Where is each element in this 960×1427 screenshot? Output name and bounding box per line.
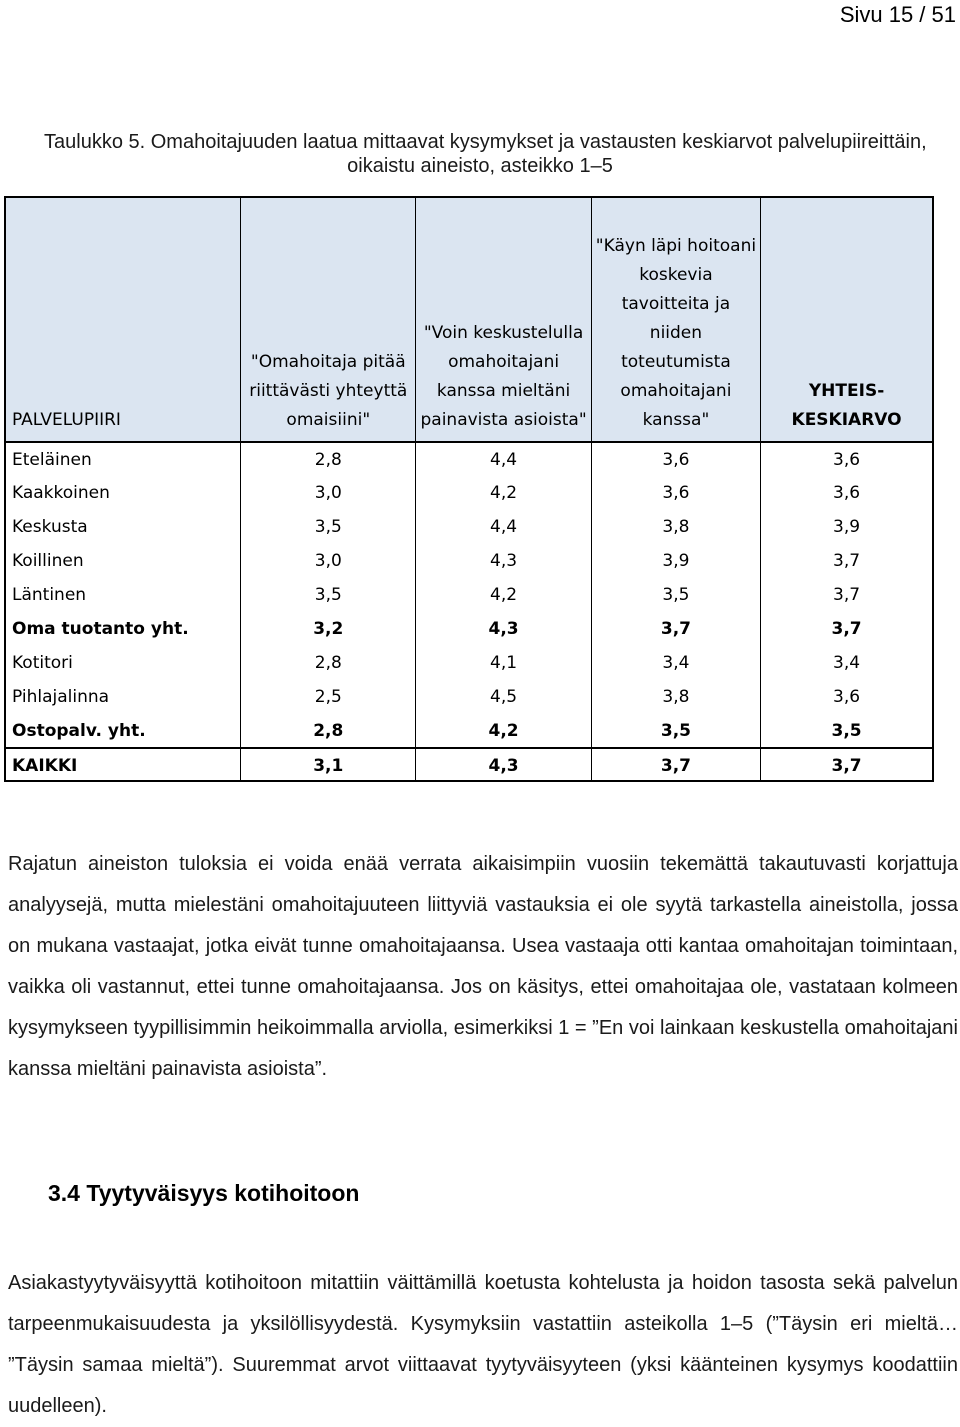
row-label-cell: Pihlajalinna xyxy=(6,680,241,714)
row-label-cell: Ostopalv. yht. xyxy=(6,714,241,748)
value-cell: 2,8 xyxy=(241,714,416,748)
caption-line-1: Taulukko 5. Omahoitajuuden laatua mittaavat kysymykset ja vastausten keskiarvot palvelupiireittäin, xyxy=(44,131,927,153)
value-cell: 3,6 xyxy=(591,442,760,476)
value-cell: 3,5 xyxy=(241,578,416,612)
value-cell: 3,7 xyxy=(761,748,932,782)
table-row xyxy=(6,714,932,748)
value-cell: 3,6 xyxy=(761,442,932,476)
value-cell: 3,5 xyxy=(241,510,416,544)
table-caption xyxy=(0,130,960,178)
row-label-cell: KAIKKI xyxy=(6,748,241,782)
value-cell: 2,5 xyxy=(241,680,416,714)
value-cell: 3,9 xyxy=(591,544,760,578)
value-cell: 3,8 xyxy=(591,510,760,544)
table-row xyxy=(6,612,932,646)
value-cell: 2,8 xyxy=(241,442,416,476)
table-row xyxy=(6,578,932,612)
value-cell: 3,7 xyxy=(591,748,760,782)
section-heading: 3.4 Tyytyväisyys kotihoitoon xyxy=(48,1180,360,1206)
value-cell: 3,7 xyxy=(591,612,760,646)
value-cell: 4,3 xyxy=(416,544,591,578)
row-label-cell: Keskusta xyxy=(6,510,241,544)
value-cell: 4,3 xyxy=(416,612,591,646)
table-row xyxy=(6,680,932,714)
value-cell: 3,5 xyxy=(591,578,760,612)
value-cell: 3,1 xyxy=(241,748,416,782)
header-question-1: "Omahoitaja pitää riittävästi yhteyttä omaisiini" xyxy=(241,198,416,442)
value-cell: 2,8 xyxy=(241,646,416,680)
value-cell: 4,5 xyxy=(416,680,591,714)
page-number: Sivu 15 / 51 xyxy=(839,2,956,27)
table-row xyxy=(6,510,932,544)
body-paragraph-2: Asiakastyytyväisyyttä kotihoitoon mitattiin väittämillä koetusta kohtelusta ja hoidon tasosta sekä palvelun tarpeenmukaisuudesta ja yksilöllisyydestä. Kysymyksiin vastattiin asteikolla 1–5 (”Täysin eri mieltä… ”Täysin samaa mieltä”). Suuremmat arvot viittaavat tyytyväisyyteen (yksi käänteinen kysymys koodattiin uudelleen). xyxy=(8,1272,958,1417)
header-palvelupiiri: PALVELUPIIRI xyxy=(6,198,241,442)
value-cell: 3,7 xyxy=(761,578,932,612)
value-cell: 4,4 xyxy=(416,442,591,476)
table-row xyxy=(6,544,932,578)
value-cell: 3,6 xyxy=(761,476,932,510)
caption-line-2: oikaistu aineisto, asteikko 1–5 xyxy=(347,155,613,177)
row-label-cell: Läntinen xyxy=(6,578,241,612)
value-cell: 3,9 xyxy=(761,510,932,544)
value-cell: 3,5 xyxy=(591,714,760,748)
value-cell: 4,4 xyxy=(416,510,591,544)
table-row xyxy=(6,442,932,476)
value-cell: 4,2 xyxy=(416,578,591,612)
row-label-cell: Koillinen xyxy=(6,544,241,578)
table-row xyxy=(6,646,932,680)
value-cell: 3,5 xyxy=(761,714,932,748)
row-label-cell: Eteläinen xyxy=(6,442,241,476)
value-cell: 3,2 xyxy=(241,612,416,646)
body-paragraph-1: Rajatun aineiston tuloksia ei voida enää verrata aikaisimpiin vuosiin tekemättä takautuvasti korjattuja analyysejä, mutta mielestäni omahoitajuuteen liittyviä vastauksia ei ole syytä tarkastella aineistolla, jossa on mukana vastaajat, jotka eivät tunne omahoitajaansa. Usea vastaaja otti kantaa omahoitajan toimintaan, vaikka oli vastannut, ettei tunne omahoitajaansa. Jos on käsitys, ettei omahoitajaa ole, vastataan kolmeen kysymykseen tyypillisimmin heikoimmalla arviolla, esimerkiksi 1 = ”En voi lainkaan keskustella omahoitajani kanssa mieltäni painavista asioista”. xyxy=(8,853,958,1080)
table-row xyxy=(6,476,932,510)
value-cell: 4,2 xyxy=(416,476,591,510)
value-cell: 3,0 xyxy=(241,476,416,510)
value-cell: 3,7 xyxy=(761,612,932,646)
value-cell: 3,6 xyxy=(591,476,760,510)
header-average: YHTEIS-KESKIARVO xyxy=(761,198,932,442)
value-cell: 4,1 xyxy=(416,646,591,680)
value-cell: 3,7 xyxy=(761,544,932,578)
row-label-cell: Oma tuotanto yht. xyxy=(6,612,241,646)
value-cell: 3,4 xyxy=(591,646,760,680)
row-label-cell: Kotitori xyxy=(6,646,241,680)
table-header-row xyxy=(6,198,932,442)
results-table xyxy=(4,196,934,782)
value-cell: 3,8 xyxy=(591,680,760,714)
value-cell: 4,3 xyxy=(416,748,591,782)
header-question-3: "Käyn läpi hoitoani koskevia tavoitteita ja niiden toteutumista omahoitajani kanssa" xyxy=(591,198,760,442)
value-cell: 4,2 xyxy=(416,714,591,748)
header-question-2: "Voin keskustelulla omahoitajani kanssa mieltäni painavista asioista" xyxy=(416,198,591,442)
value-cell: 3,4 xyxy=(761,646,932,680)
row-label-cell: Kaakkoinen xyxy=(6,476,241,510)
table-row xyxy=(6,748,932,782)
value-cell: 3,6 xyxy=(761,680,932,714)
value-cell: 3,0 xyxy=(241,544,416,578)
